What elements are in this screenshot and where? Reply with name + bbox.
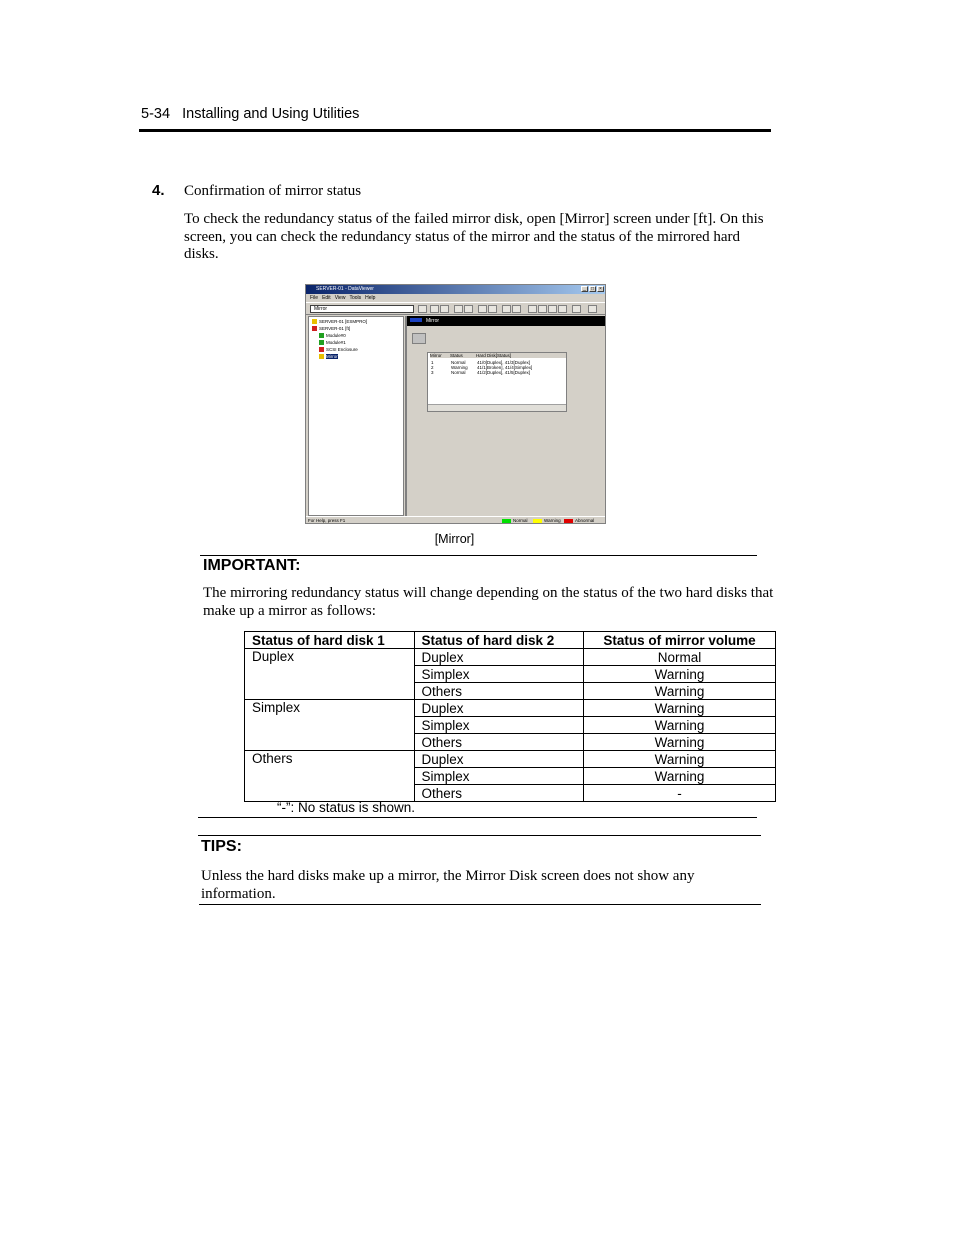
table-note: “-”: No status is shown. — [277, 800, 416, 815]
disk1-cell: Duplex — [245, 649, 415, 700]
tree-node[interactable] — [319, 333, 346, 338]
important-top-rule — [200, 555, 757, 556]
table-header: Status of hard disk 2 — [414, 632, 584, 649]
disk2-cell: Simplex — [414, 768, 584, 785]
forward-icon[interactable] — [440, 305, 449, 313]
up-icon[interactable] — [418, 305, 427, 313]
horizontal-scrollbar[interactable] — [428, 404, 566, 411]
menu-item[interactable]: Edit — [322, 295, 331, 301]
window-title: SERVER-01 - DataViewer — [316, 286, 374, 292]
list-cell: 2 — [431, 365, 434, 370]
tree-node-label: SERVER-01 [ESMPRO] — [319, 319, 368, 324]
mirror-icon — [410, 318, 422, 322]
status-bar — [306, 516, 605, 524]
list-cell: 41/2[Duplex], 41/5[Duplex] — [477, 370, 531, 375]
detail-pane — [405, 316, 605, 516]
list-column-header[interactable]: Mirror — [430, 353, 451, 358]
step-title: Confirmation of mirror status — [184, 183, 362, 199]
important-title: IMPORTANT: — [203, 557, 301, 574]
volume-cell: - — [584, 785, 776, 802]
legend-swatch — [502, 519, 511, 524]
status-text: For Help, press F1 — [308, 518, 346, 523]
list-cell: 1 — [431, 360, 434, 365]
volume-cell: Warning — [584, 734, 776, 751]
reload-icon[interactable] — [464, 305, 473, 313]
tree-node[interactable] — [319, 347, 358, 352]
layout-icon[interactable] — [558, 305, 567, 313]
table-row — [245, 751, 776, 768]
status-icon — [319, 347, 324, 352]
disk2-cell: Duplex — [414, 700, 584, 717]
menu-item[interactable]: Help — [365, 295, 376, 301]
volume-cell: Warning — [584, 768, 776, 785]
tree-node[interactable] — [312, 319, 367, 324]
close-icon[interactable]: × — [597, 286, 604, 292]
disk2-cell: Duplex — [414, 649, 584, 666]
minimize-icon[interactable]: _ — [581, 286, 588, 292]
status-icon — [319, 333, 324, 338]
table-header: Status of mirror volume — [584, 632, 776, 649]
print-icon[interactable] — [572, 305, 581, 313]
help-icon[interactable] — [588, 305, 597, 313]
tree-node-label: Module#0 — [326, 333, 346, 338]
tree-node[interactable] — [319, 340, 346, 345]
menu-item[interactable]: File — [310, 295, 319, 301]
tips-bottom-rule — [199, 904, 761, 905]
tree-node-label: SCSI Enclosure — [326, 347, 358, 352]
volume-cell: Warning — [584, 717, 776, 734]
figure-caption: [Mirror] — [434, 532, 475, 546]
table-row — [245, 649, 776, 666]
disk2-cell: Simplex — [414, 717, 584, 734]
disk2-cell: Others — [414, 785, 584, 802]
volume-cell: Warning — [584, 751, 776, 768]
legend-swatch — [533, 519, 542, 524]
list-cell: Normal — [451, 360, 466, 365]
tool-icon[interactable] — [478, 305, 487, 313]
volume-cell: Warning — [584, 666, 776, 683]
layout-icon[interactable] — [538, 305, 547, 313]
panel-title-bar — [407, 316, 605, 326]
legend-swatch — [564, 519, 573, 524]
list-cell: 41/0[Duplex], 41/3[Duplex] — [477, 360, 531, 365]
mirror-screenshot — [305, 284, 606, 524]
layout-icon[interactable] — [548, 305, 557, 313]
view-icon[interactable] — [512, 305, 521, 313]
table-header: Status of hard disk 1 — [245, 632, 415, 649]
status-icon — [319, 354, 324, 359]
page-header: 5-34 Installing and Using Utilities — [141, 106, 360, 122]
list-column-header[interactable]: Hard Disk[Status] — [476, 353, 567, 358]
disk2-cell: Others — [414, 683, 584, 700]
important-body: The mirroring redundancy status will change depending on the status of the two hard disks that make up a mirror as follows: — [203, 585, 774, 619]
window-toolbar — [306, 302, 605, 315]
tree-node[interactable] — [312, 326, 350, 331]
back-icon[interactable] — [430, 305, 439, 313]
status-icon — [312, 326, 317, 331]
legend-label: Abnormal — [575, 518, 595, 523]
disk1-cell: Simplex — [245, 700, 415, 751]
legend-label: Normal — [513, 518, 528, 523]
menu-item[interactable]: View — [334, 295, 346, 301]
volume-cell: Warning — [584, 683, 776, 700]
tool-icon[interactable] — [488, 305, 497, 313]
status-icon — [312, 319, 317, 324]
disk2-cell: Simplex — [414, 666, 584, 683]
tips-body: Unless the hard disks make up a mirror, the Mirror Disk screen does not show any information. — [201, 868, 695, 902]
list-cell: Normal — [451, 370, 466, 375]
status-icon — [319, 340, 324, 345]
step-body: To check the redundancy status of the failed mirror disk, open [Mirror] screen under [ft]. On this screen, you can check the redundancy status of the mirror and the status of the mirrored hard disks. — [184, 211, 764, 262]
menu-item[interactable]: Tools — [349, 295, 362, 301]
window-title-bar — [306, 285, 605, 294]
important-bottom-rule — [198, 817, 757, 818]
mirror-list — [427, 352, 567, 412]
list-cell: Warning — [451, 365, 468, 370]
view-combo-value: Mirror — [314, 306, 328, 312]
mirror-status-table — [244, 631, 776, 802]
tree-node-label: Module#1 — [326, 340, 346, 345]
mirror-disk-icon — [412, 333, 426, 344]
list-cell: 41/1[Broken], 41/4[Simplex] — [477, 365, 533, 370]
tree-node[interactable] — [319, 354, 338, 359]
refresh-icon[interactable] — [454, 305, 463, 313]
table-row — [245, 700, 776, 717]
list-cell: 3 — [431, 370, 434, 375]
layout-icon[interactable] — [528, 305, 537, 313]
view-icon[interactable] — [502, 305, 511, 313]
header-rule — [139, 129, 771, 132]
tree-node-label: Mirror — [326, 354, 338, 359]
tree-node-label: SERVER-01 [ft] — [319, 326, 351, 331]
maximize-icon[interactable]: □ — [590, 286, 595, 292]
disk1-cell: Others — [245, 751, 415, 802]
step-number: 4. — [152, 182, 165, 199]
window-menu-bar — [306, 294, 605, 302]
view-combo[interactable] — [310, 305, 414, 313]
volume-cell: Normal — [584, 649, 776, 666]
disk2-cell: Others — [414, 734, 584, 751]
volume-cell: Warning — [584, 700, 776, 717]
tips-title: TIPS: — [201, 838, 242, 855]
legend-label: Warning — [544, 518, 561, 523]
tips-top-rule — [198, 835, 761, 836]
tree-view — [308, 316, 404, 516]
panel-title: Mirror — [426, 318, 440, 324]
disk2-cell: Duplex — [414, 751, 584, 768]
list-column-header[interactable]: Status — [450, 353, 477, 358]
